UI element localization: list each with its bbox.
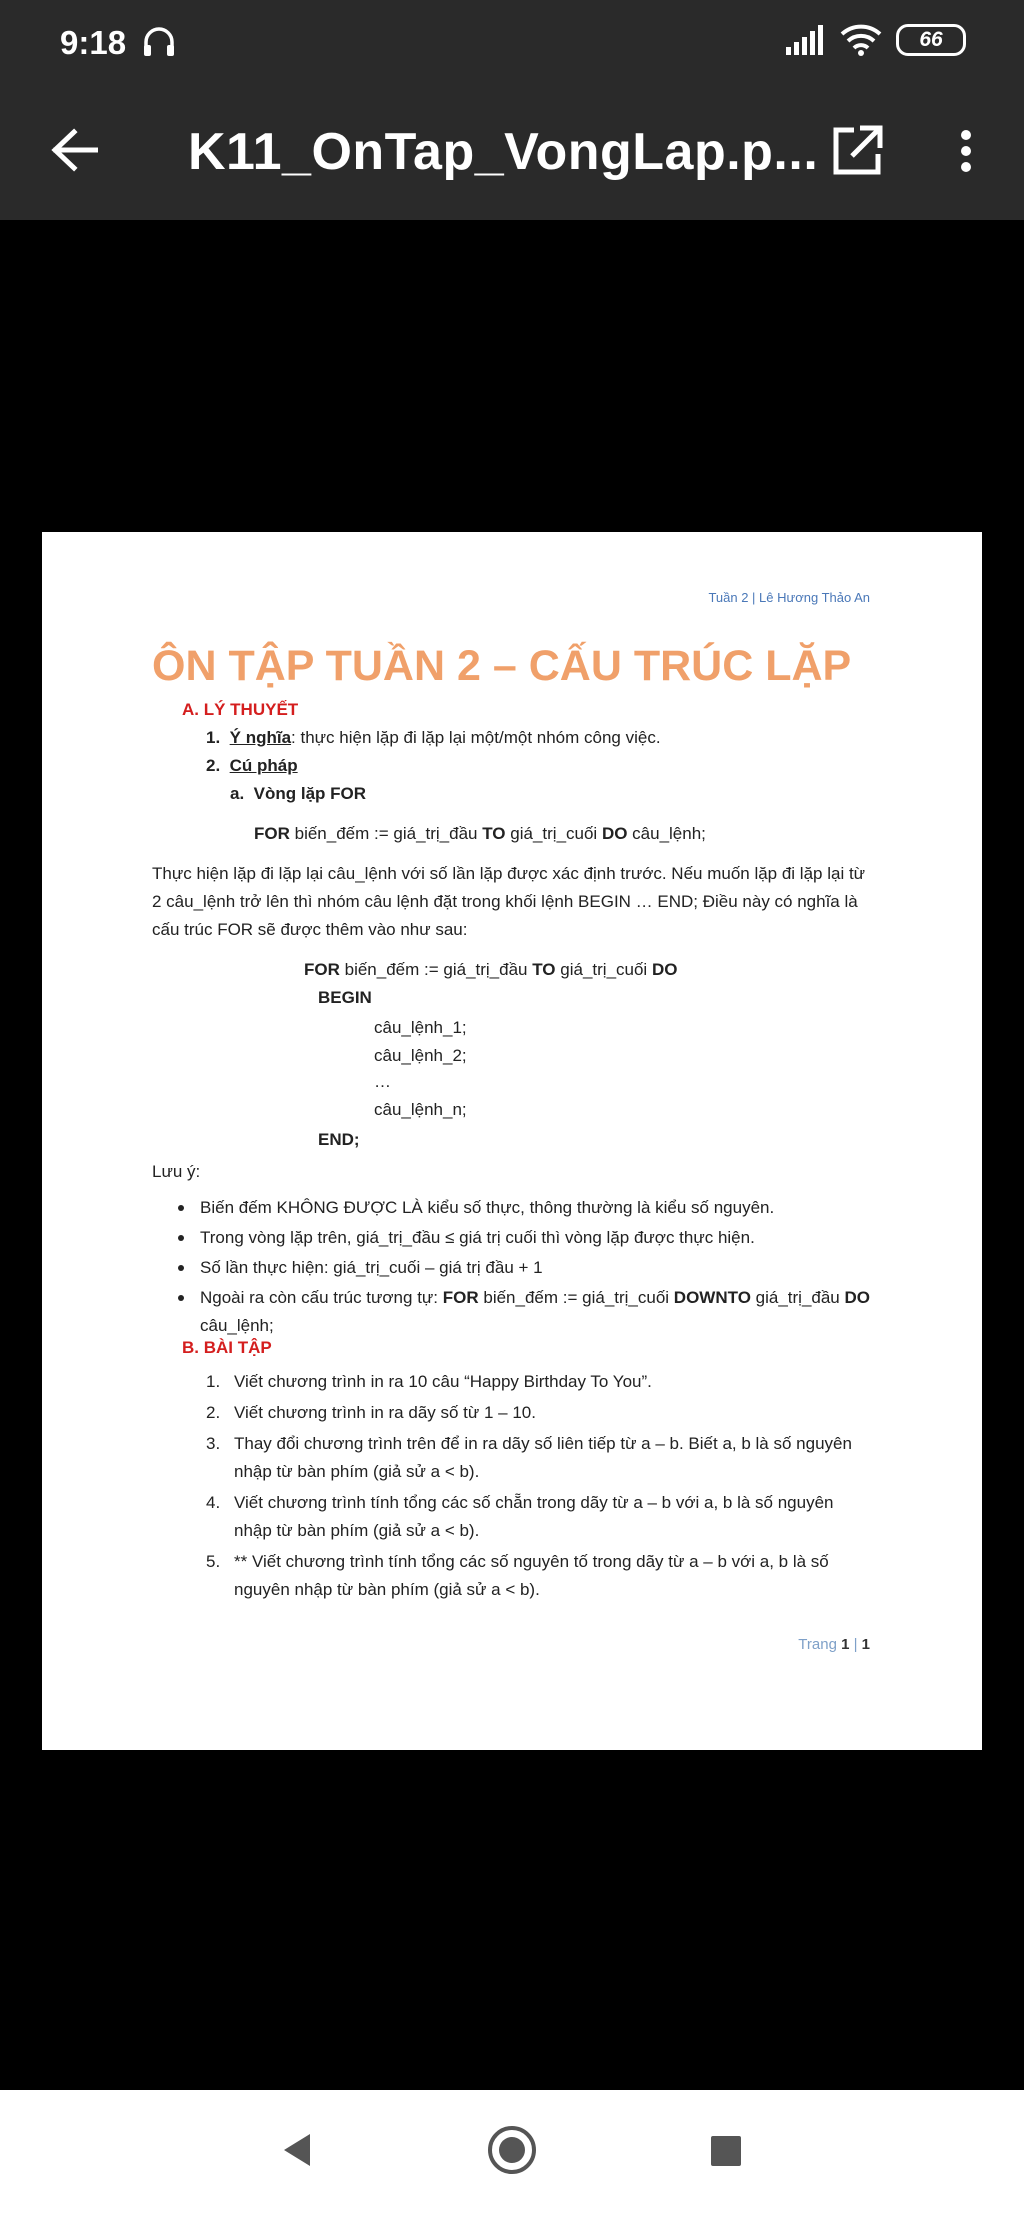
list-item: Biến đếm KHÔNG ĐƯỢC LÀ kiểu số thực, thông thường là kiểu số nguyên. bbox=[152, 1194, 872, 1222]
page-header: Tuần 2 | Lê Hương Thảo An bbox=[708, 590, 870, 605]
signal-icon bbox=[786, 25, 826, 55]
status-time: 9:18 bbox=[60, 24, 127, 61]
sub-heading-for-loop: a. Vòng lặp FOR bbox=[230, 784, 367, 803]
list-item: 1. Viết chương trình in ra 10 câu “Happy Birthday To You”. bbox=[206, 1372, 652, 1391]
status-icons bbox=[786, 20, 966, 60]
statement-2: câu_lệnh_2; bbox=[374, 1046, 467, 1065]
nav-recents-icon[interactable] bbox=[711, 2136, 741, 2166]
app-toolbar bbox=[0, 78, 1024, 220]
for-syntax-line: FOR biến_đếm := giá_trị_đầu TO giá_trị_cuối DO câu_lệnh; bbox=[254, 824, 706, 843]
battery-icon bbox=[896, 24, 966, 56]
statement-n: câu_lệnh_n; bbox=[374, 1100, 467, 1119]
list-item: Số lần thực hiện: giá_trị_cuối – giá trị đầu + 1 bbox=[152, 1254, 872, 1282]
open-external-button[interactable] bbox=[830, 124, 884, 178]
theory-item-syntax: 2. Cú pháp bbox=[206, 756, 298, 775]
statement-ellipsis: … bbox=[374, 1072, 391, 1091]
back-arrow-icon bbox=[50, 128, 98, 172]
open-external-icon bbox=[830, 124, 884, 178]
note-label: Lưu ý: bbox=[152, 1162, 201, 1181]
back-button[interactable] bbox=[44, 120, 104, 180]
list-item: 5. ** Viết chương trình tính tổng các số nguyên tố trong dãy từ a – b với a, b là số nguyên nhập từ bàn phím (giả sử a < b). bbox=[206, 1552, 829, 1599]
pdf-page bbox=[42, 532, 982, 1750]
list-item: 3. Thay đổi chương trình trên để in ra dãy số liên tiếp từ a – b. Biết a, b là số nguyên nhập từ bàn phím (giả sử a < b). bbox=[206, 1434, 852, 1481]
document-viewport[interactable] bbox=[0, 220, 1024, 2090]
section-heading-theory: A. LÝ THUYẾT bbox=[182, 700, 299, 719]
notes-list bbox=[152, 1194, 872, 1342]
explanation-paragraph: Thực hiện lặp đi lặp lại câu_lệnh với số lần lặp được xác định trước. Nếu muốn lặp đi lặp lại từ 2 câu_lệnh trở lên thì nhóm câu lệnh đặt trong khối lệnh BEGIN … END; Điều này có nghĩa là cấu trúc FOR sẽ được thêm vào như sau: bbox=[152, 864, 866, 939]
document-title: K11_OnTap_VongLap.p... bbox=[188, 123, 819, 181]
exercise-list bbox=[206, 1368, 874, 1607]
nav-back-icon[interactable] bbox=[282, 2132, 312, 2168]
system-nav-bar bbox=[0, 2090, 1024, 2217]
more-vert-icon bbox=[961, 130, 971, 140]
statement-1: câu_lệnh_1; bbox=[374, 1018, 467, 1037]
nav-home-icon[interactable] bbox=[488, 2126, 536, 2174]
battery-level: 66 bbox=[919, 28, 943, 51]
wifi-icon bbox=[840, 24, 882, 56]
begin-keyword: BEGIN bbox=[318, 988, 372, 1007]
page-title: ÔN TẬP TUẦN 2 – CẤU TRÚC LẶP bbox=[152, 642, 852, 690]
end-keyword: END; bbox=[318, 1130, 360, 1149]
more-options-button[interactable] bbox=[946, 124, 986, 178]
section-heading-exercises: B. BÀI TẬP bbox=[182, 1338, 272, 1357]
list-item: 2. Viết chương trình in ra dãy số từ 1 – 10. bbox=[206, 1403, 536, 1422]
for-block-header: FOR biến_đếm := giá_trị_đầu TO giá_trị_cuối DO bbox=[304, 960, 678, 979]
list-item: Ngoài ra còn cấu trúc tương tự: FOR biến_đếm := giá_trị_cuối DOWNTO giá_trị_đầu DO câu_lệnh; bbox=[152, 1284, 872, 1340]
list-item: 4. Viết chương trình tính tổng các số chẵn trong dãy từ a – b với a, b là số nguyên nhập từ bàn phím (giả sử a < b). bbox=[206, 1493, 834, 1540]
headset-icon bbox=[142, 26, 176, 58]
page-footer: Trang 1 | 1 bbox=[798, 1636, 870, 1653]
theory-item-meaning: 1. Ý nghĩa: thực hiện lặp đi lặp lại một/một nhóm công việc. bbox=[206, 728, 661, 747]
list-item: Trong vòng lặp trên, giá_trị_đầu ≤ giá trị cuối thì vòng lặp được thực hiện. bbox=[152, 1224, 872, 1252]
status-bar bbox=[0, 0, 1024, 78]
